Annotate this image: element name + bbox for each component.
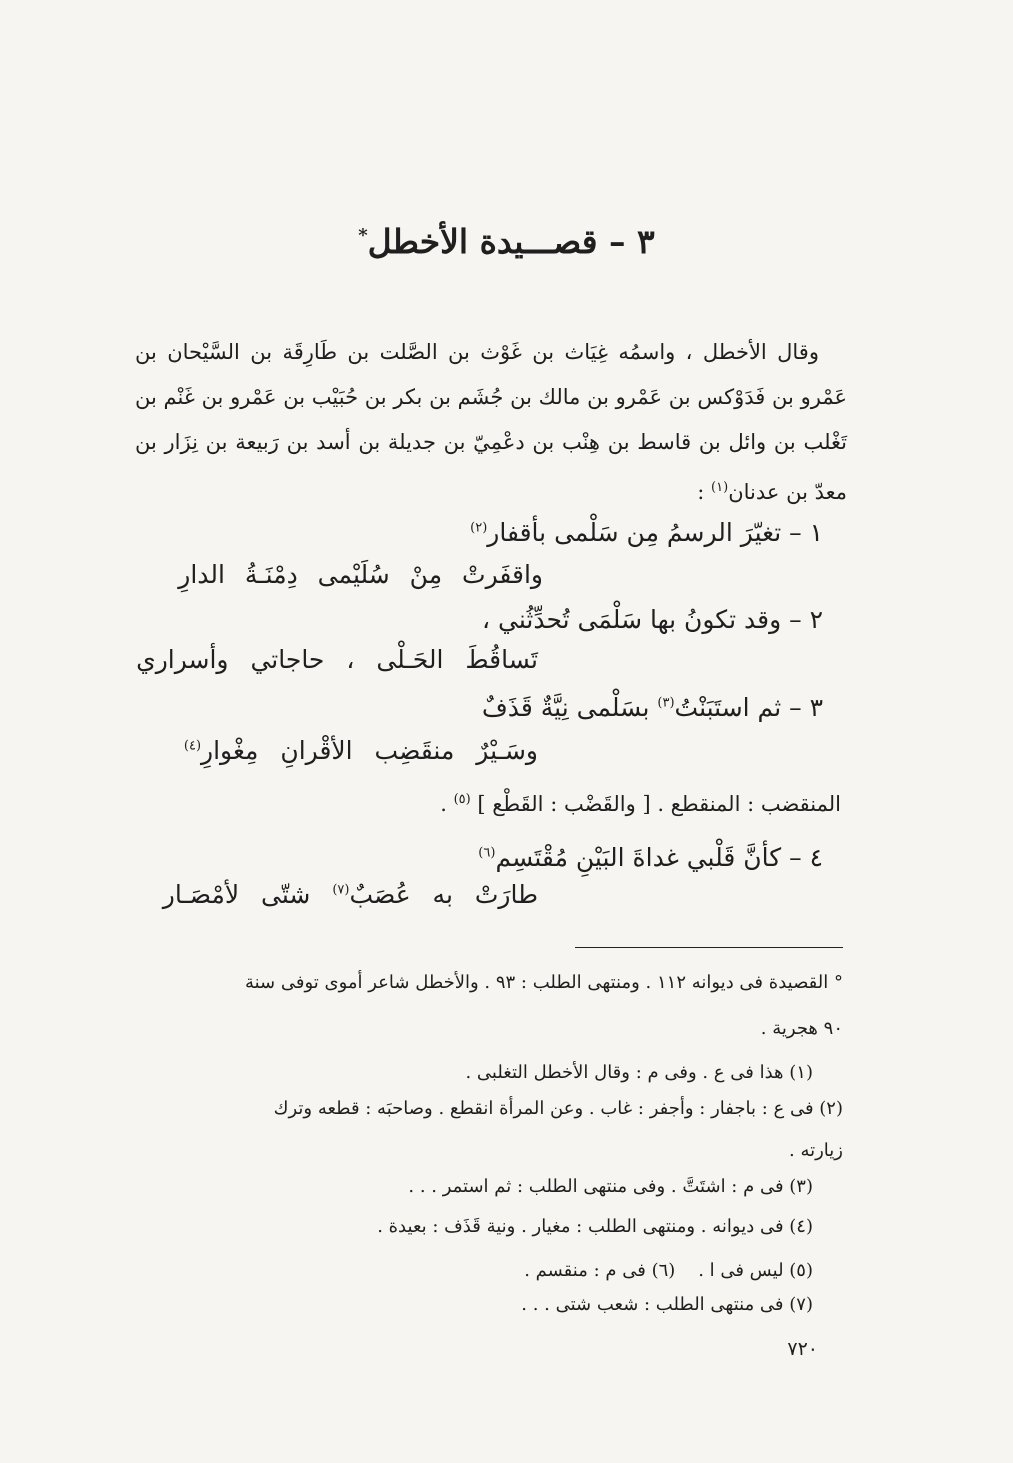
footnote-4: (٤) فى ديوانه . ومنتهى الطلب : مغيار . ونية قَذَف : بعيدة . [377, 1216, 813, 1237]
verse-4-second-hemistich [163, 880, 538, 909]
intro-paragraph [135, 330, 847, 515]
verse-number: ١ – [789, 518, 823, 547]
footnotes-5-and-6 [524, 1260, 813, 1281]
footnote-1: (١) هذا فى ع . وفى م : وقال الأخطل التغلبى . [465, 1062, 813, 1083]
verse-text: ثم استَبَنْتُ [674, 693, 782, 722]
footnote-7: (٧) فى منتهى الطلب : شعب شتى . . . [521, 1294, 813, 1315]
verse-number: ٤ – [789, 843, 823, 872]
verse-3-second-hemistich [184, 736, 538, 765]
title-footnote-mark: * [358, 225, 368, 246]
verse-footnote-ref: (٦) [478, 845, 496, 861]
verse-text: طارَتْ به عُصَبٌ [349, 880, 538, 909]
gloss-line [440, 792, 841, 816]
gloss-text: المنقضب : المنقطع . [ والقَضْب : القَطْع ] [477, 792, 841, 816]
footnote-3: (٣) فى م : اشتَتَّ . وفى منتهى الطلب : ثم استمر . . . [408, 1176, 813, 1197]
verse-text: وقد تكونُ بها سَلْمَى تُحدِّثُني ، [481, 605, 782, 634]
intro-footnote-ref: (١) [711, 480, 729, 495]
verse-1-first-hemistich [470, 518, 823, 547]
verse-3-first-hemistich [482, 693, 823, 722]
verse-number: ٢ – [789, 605, 823, 634]
verse-text: شتّى لأمْصَـار [162, 880, 311, 909]
verse-footnote-ref: (٢) [470, 520, 488, 536]
verse-text: واقفَرتْ مِنْ سُلَيْمى دِمْنَـةُ الدارِ [178, 560, 543, 589]
footnote-2: (٢) فى ع : باجفار : وأجفر : غاب . وعن المرأة انقطع . وصاحبَه : قطعه وترك [273, 1098, 843, 1119]
footnote-6: (٦) فى م : منقسم . [524, 1260, 676, 1281]
verse-4-first-hemistich [478, 843, 823, 872]
verse-2-first-hemistich [482, 605, 823, 634]
verse-text: وسَـيْرٌ منقَضِب الأقْرانِ مِغْوارِ [201, 736, 538, 765]
verse-2-second-hemistich [136, 645, 538, 674]
footnote-star-continued: ٩٠ هجرية . [760, 1018, 843, 1039]
footnote-star: ° القصيدة فى ديوانه ١١٢ . ومنتهى الطلب : ٩٣ . والأخطل شاعر أموى توفى سنة [244, 972, 843, 993]
intro-tail: : [697, 480, 712, 504]
page-number: ٧٢٠ [787, 1338, 818, 1360]
verse-text: تَساقُطَ الحَـلْى ، حاجاتي وأسراري [136, 645, 538, 674]
footnote-2-continued: زيارته . [789, 1140, 843, 1161]
footnote-separator [575, 947, 843, 948]
intro-text: وقال الأخطل ، واسمُه غِيَاث بن غَوْث بن الصَّلت بن طَارِقَة بن السَّيْحان بن عَمْرو بن فَدَوْكس بن عَمْرو بن مالك بن جُشَم بن بكر بن حُبَيْب بن عَمْرو بن غَنْم بن تَغْلب بن وائل بن قاسط بن هِنْب بن دعْمِيّ بن جديلة بن أسد بن رَبيعة بن نِزَار بن معدّ بن عدنان [135, 340, 847, 504]
gloss-footnote-ref: (٥) [453, 792, 471, 807]
verse-text: بسَلْمى نِيَّةٌ قَذَفٌ [481, 693, 650, 722]
verse-1-second-hemistich [178, 560, 543, 589]
footnote-5: (٥) ليس فى ا . [698, 1260, 813, 1281]
verse-number: ٣ – [789, 693, 823, 722]
gloss-tail: . [440, 792, 454, 816]
verse-footnote-ref: (٣) [657, 695, 675, 711]
verse-text: كأنَّ قَلْبي غداةَ البَيْنِ مُقْتَسِم [495, 843, 782, 872]
verse-text: تغيّرَ الرسمُ مِن سَلْمى بأقفار [487, 518, 782, 547]
poem-title [0, 222, 1013, 261]
verse-footnote-ref: (٧) [332, 882, 350, 898]
poem-title-text: ٣ – قصـــيدة الأخطل [367, 222, 655, 261]
verse-footnote-ref: (٤) [183, 738, 202, 754]
